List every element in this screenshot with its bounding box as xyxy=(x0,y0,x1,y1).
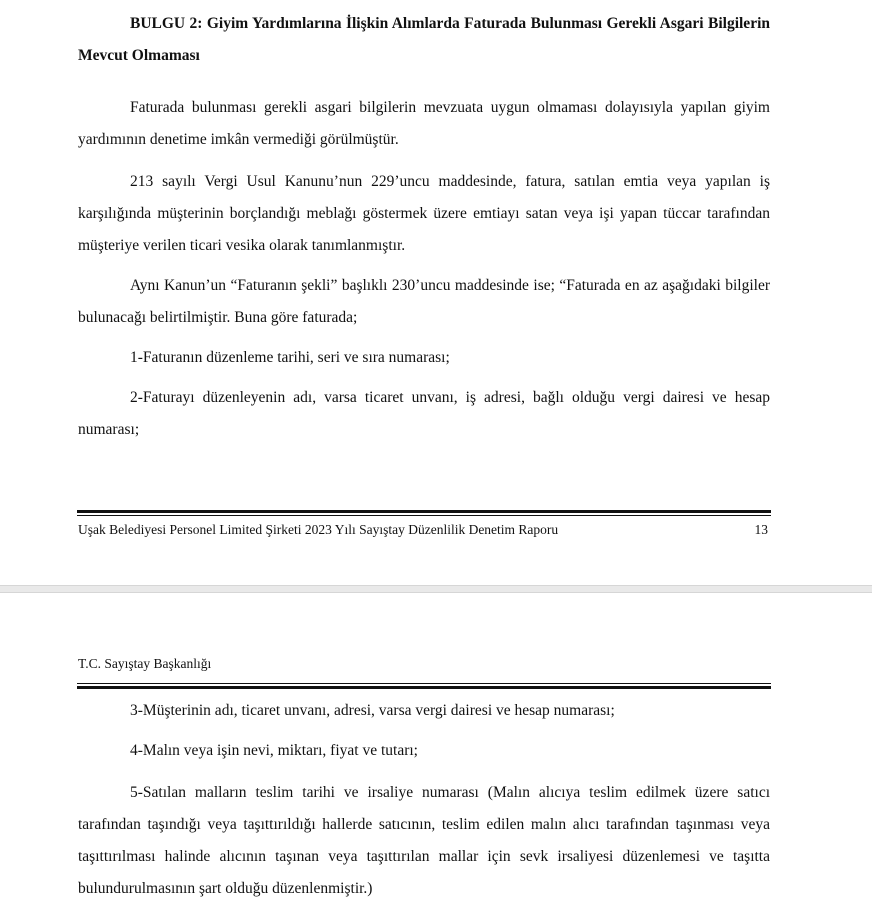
header-rule xyxy=(77,686,771,689)
footer-rule xyxy=(77,510,771,513)
finding-heading: BULGU 2: Giyim Yardımlarına İlişkin Alımlarda Faturada Bulunması Gerekli Asgari Bilgilerin Mevcut Olmaması xyxy=(78,15,770,64)
paragraph-2: 213 sayılı Vergi Usul Kanunu’nun 229’uncu maddesinde, fatura, satılan emtia veya yapılan iş karşılığında müşterinin borçlandığı meblağı göstermek üzere emtiayı satan veya işi yapan tüccar tarafından müşteriye verilen ticari vesika olarak tanımlanmıştır. xyxy=(78,173,770,254)
footer-rule-thin xyxy=(77,515,771,516)
list-item-4: 4-Malın veya işin nevi, miktarı, fiyat ve tutarı; xyxy=(130,742,418,759)
page-number: 13 xyxy=(754,522,768,537)
list-item-2: 2-Faturayı düzenleyenin adı, varsa ticaret unvanı, iş adresi, bağlı olduğu vergi dairesi ve hesap numarası; xyxy=(78,389,770,438)
footer-report-title: Uşak Belediyesi Personel Limited Şirketi 2023 Yılı Sayıştay Düzenlilik Denetim Raporu xyxy=(78,522,559,537)
document-page-14 xyxy=(0,593,872,903)
paragraph-1: Faturada bulunması gerekli asgari bilgilerin mevzuata uygun olmaması dolayısıyla yapılan giyim yardımının denetime imkân vermediği görülmüştür. xyxy=(78,99,770,148)
header-institution: T.C. Sayıştay Başkanlığı xyxy=(78,656,212,671)
list-item-3: 3-Müşterinin adı, ticaret unvanı, adresi, varsa vergi dairesi ve hesap numarası; xyxy=(130,702,615,719)
page-separator xyxy=(0,585,872,593)
paragraph-3: Aynı Kanun’un “Faturanın şekli” başlıklı 230’uncu maddesinde ise; “Faturada en az aşağıdaki bilgiler bulunacağı belirtilmiştir. Buna göre faturada; xyxy=(78,277,770,326)
list-item-5: 5-Satılan malların teslim tarihi ve irsaliye numarası (Malın alıcıya teslim edilmek üzere satıcı tarafından taşındığı veya taşıttırıldığı hallerde satıcının, teslim edilen malın alıcı tarafından taşınması veya taşıttırılması halinde alıcının taşınan veya taşıttırılan mallar için sevk irsaliyesi düzenlemesi ve taşıtta bulundurulmasının şart olduğu düzenlenmiştir.) xyxy=(78,784,770,897)
header-rule-thin xyxy=(77,683,771,684)
list-item-1: 1-Faturanın düzenleme tarihi, seri ve sıra numarası; xyxy=(130,349,450,366)
